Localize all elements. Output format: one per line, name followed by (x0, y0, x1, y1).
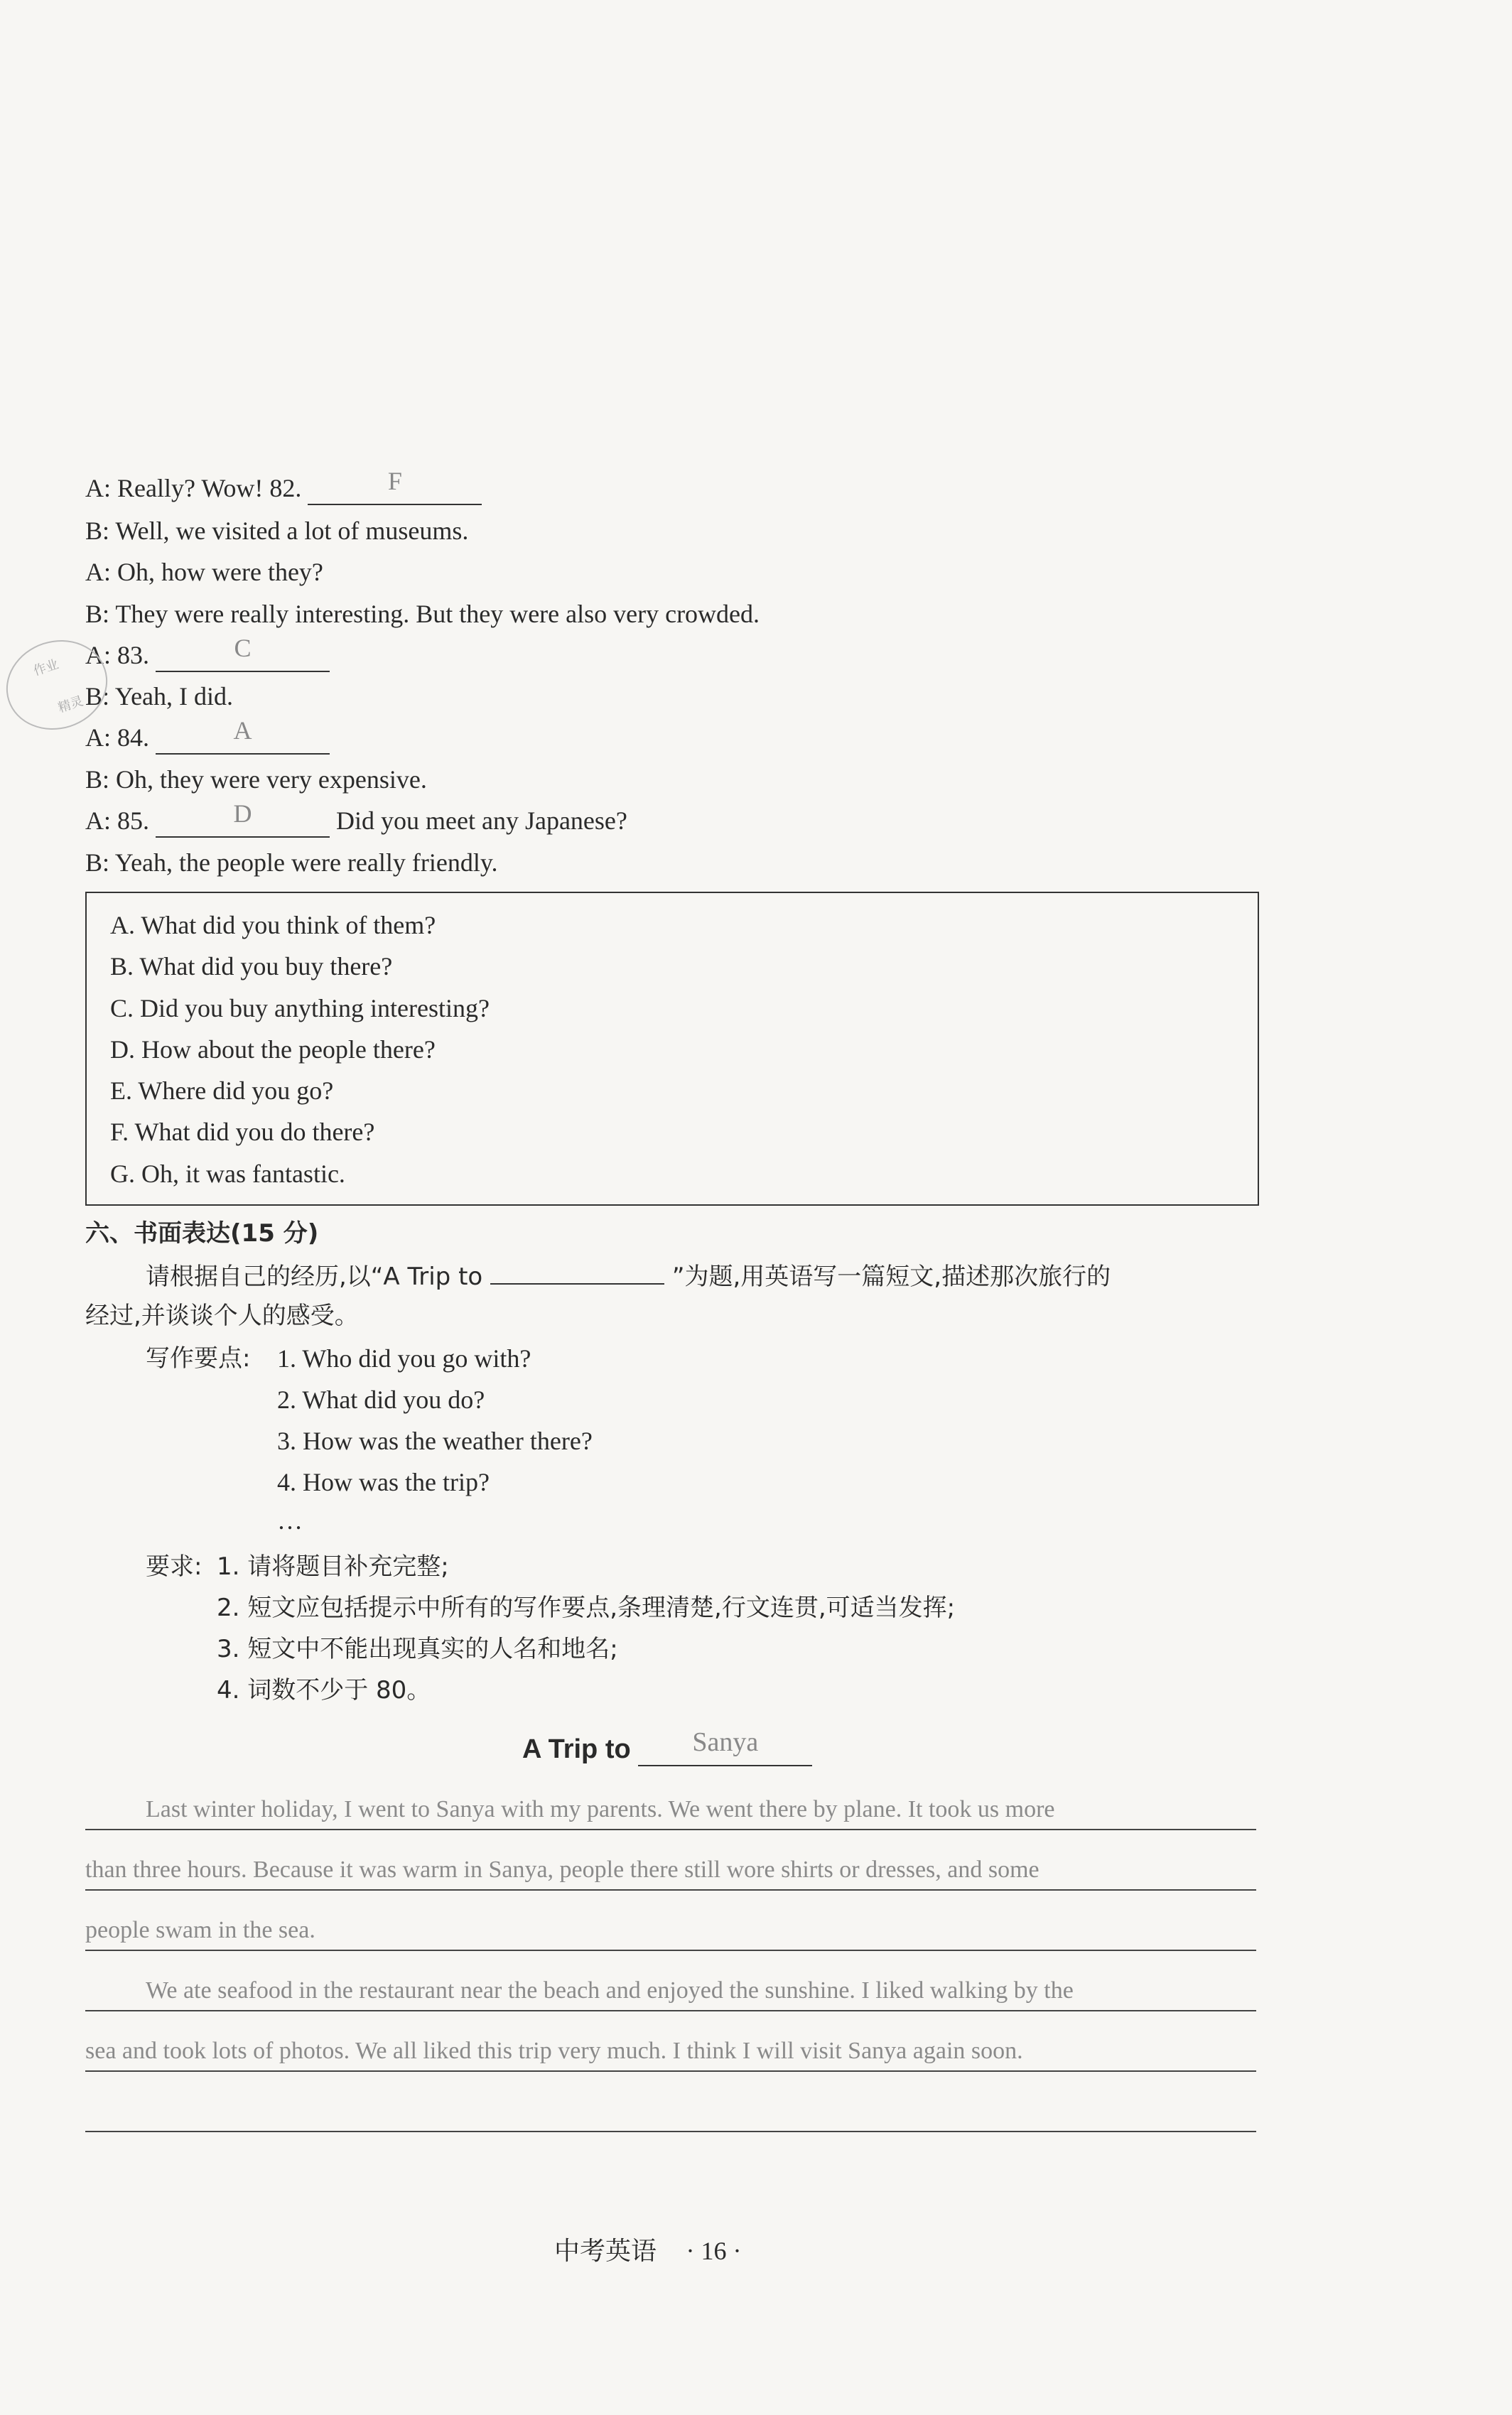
essay-line-5: sea and took lots of photos. We all liked this trip very much. I think I will visit Sanya again soon. (85, 2038, 1023, 2064)
option-d: D. How about the people there? (110, 1035, 436, 1064)
option-f: F. What did you do there? (110, 1118, 375, 1146)
dialogue-text: Yeah, I did. (114, 682, 234, 711)
dialogue-text: 84. (117, 723, 150, 752)
dialogue-text: They were really interesting. But they were also very crowded. (115, 600, 760, 628)
prompt-line-2: 经过,并谈谈个人的感受。 (85, 1302, 359, 1330)
dialogue-line-10: B: Yeah, the people were really friendly. (85, 848, 498, 877)
essay-line-4: We ate seafood in the restaurant near the beach and enjoyed the sunshine. I liked walking by the (146, 1977, 1074, 2004)
point-2: 2. What did you do? (277, 1385, 485, 1414)
option-g: G. Oh, it was fantastic. (110, 1160, 345, 1188)
dialogue-line-5: A: 83. C (85, 639, 330, 672)
stamp-top-text: 作业 (31, 657, 61, 679)
dialogue-text: Yeah, the people were really friendly. (114, 848, 498, 877)
point-1: 1. Who did you go with? (277, 1344, 531, 1373)
points-label: 写作要点: (146, 1344, 251, 1373)
answer-blank-82[interactable] (308, 467, 482, 505)
speaker: A (85, 641, 104, 669)
page-footer (554, 2231, 741, 2267)
dialogue-text: Well, we visited a lot of museums. (115, 517, 469, 545)
stamp-bottom-text: 精灵 (56, 693, 85, 716)
dialogue-line-1: A: Really? Wow! 82. F (85, 472, 482, 505)
requirement-1: 1. 请将题目补充完整; (217, 1552, 449, 1581)
speaker: B (85, 848, 103, 877)
speaker: A (85, 474, 104, 502)
speaker: B (85, 765, 103, 794)
essay-title-blank[interactable] (638, 1727, 812, 1766)
essay-title-fill: Sanya (692, 1727, 759, 1757)
answer-blank-85[interactable] (156, 799, 330, 838)
requirement-4: 4. 词数不少于 80。 (217, 1676, 431, 1704)
option-b: B. What did you buy there? (110, 952, 393, 980)
dialogue-text: Oh, how were they? (117, 558, 323, 586)
answer-84: A (233, 716, 252, 745)
essay-line-1: Last winter holiday, I went to Sanya with my parents. We went there by plane. It took us more (146, 1796, 1055, 1822)
dialogue-text-after: Did you meet any Japanese? (336, 806, 627, 835)
requirement-2: 2. 短文应包括提示中所有的写作要点,条理清楚,行文连贯,可适当发挥; (217, 1594, 956, 1622)
dialogue-line-2: B: Well, we visited a lot of museums. (85, 517, 469, 545)
answer-83: C (234, 634, 252, 662)
essay-title (522, 1727, 812, 1766)
speaker: B (85, 517, 103, 545)
point-4: 4. How was the trip? (277, 1468, 490, 1496)
prompt-part2: ”为题,用英语写一篇短文,描述那次旅行的 (671, 1263, 1111, 1291)
essay-rule-6 (85, 2071, 1256, 2132)
section-heading: 六、书面表达(15 分) (85, 1219, 319, 1248)
answer-82: F (387, 467, 402, 495)
dialogue-line-3: A: Oh, how were they? (85, 558, 323, 586)
requirement-3: 3. 短文中不能出现真实的人名和地名; (217, 1635, 618, 1663)
option-a: A. What did you think of them? (110, 911, 436, 939)
dialogue-line-8: B: Oh, they were very expensive. (85, 765, 427, 794)
essay-line-3: people swam in the sea. (85, 1917, 315, 1943)
dialogue-line-4: B: They were really interesting. But they were also very crowded. (85, 600, 760, 628)
essay-line-2: than three hours. Because it was warm in Sanya, people there still wore shirts or dresses, and some (85, 1857, 1040, 1883)
requirements-label: 要求: (146, 1552, 202, 1581)
speaker: B (85, 600, 103, 628)
point-more: … (277, 1506, 303, 1535)
speaker: B (85, 682, 103, 711)
dialogue-line-7: A: 84. A (85, 722, 330, 755)
option-c: C. Did you buy anything interesting? (110, 994, 490, 1022)
speaker: A (85, 558, 104, 586)
answer-85: D (233, 799, 252, 828)
dialogue-text: Oh, they were very expensive. (116, 765, 427, 794)
dialogue-line-6: B: Yeah, I did. (85, 682, 234, 711)
prompt-blank (490, 1259, 664, 1285)
dialogue-text: 85. (117, 806, 150, 835)
dialogue-text: Really? Wow! 82. (117, 474, 302, 502)
page-number: · 16 · (686, 2237, 742, 2265)
speaker: A (85, 806, 104, 835)
point-3: 3. How was the weather there? (277, 1427, 593, 1455)
dialogue-line-9: A: 85. D Did you meet any Japanese? (85, 805, 627, 838)
prompt-line-1 (146, 1259, 1111, 1292)
speaker: A (85, 723, 104, 752)
dialogue-text: 83. (117, 641, 150, 669)
prompt-part1: 请根据自己的经历,以“A Trip to (146, 1263, 483, 1291)
essay-title-prefix: A Trip to (522, 1734, 631, 1764)
book-title: 中考英语 (554, 2237, 657, 2266)
option-e: E. Where did you go? (110, 1076, 334, 1105)
